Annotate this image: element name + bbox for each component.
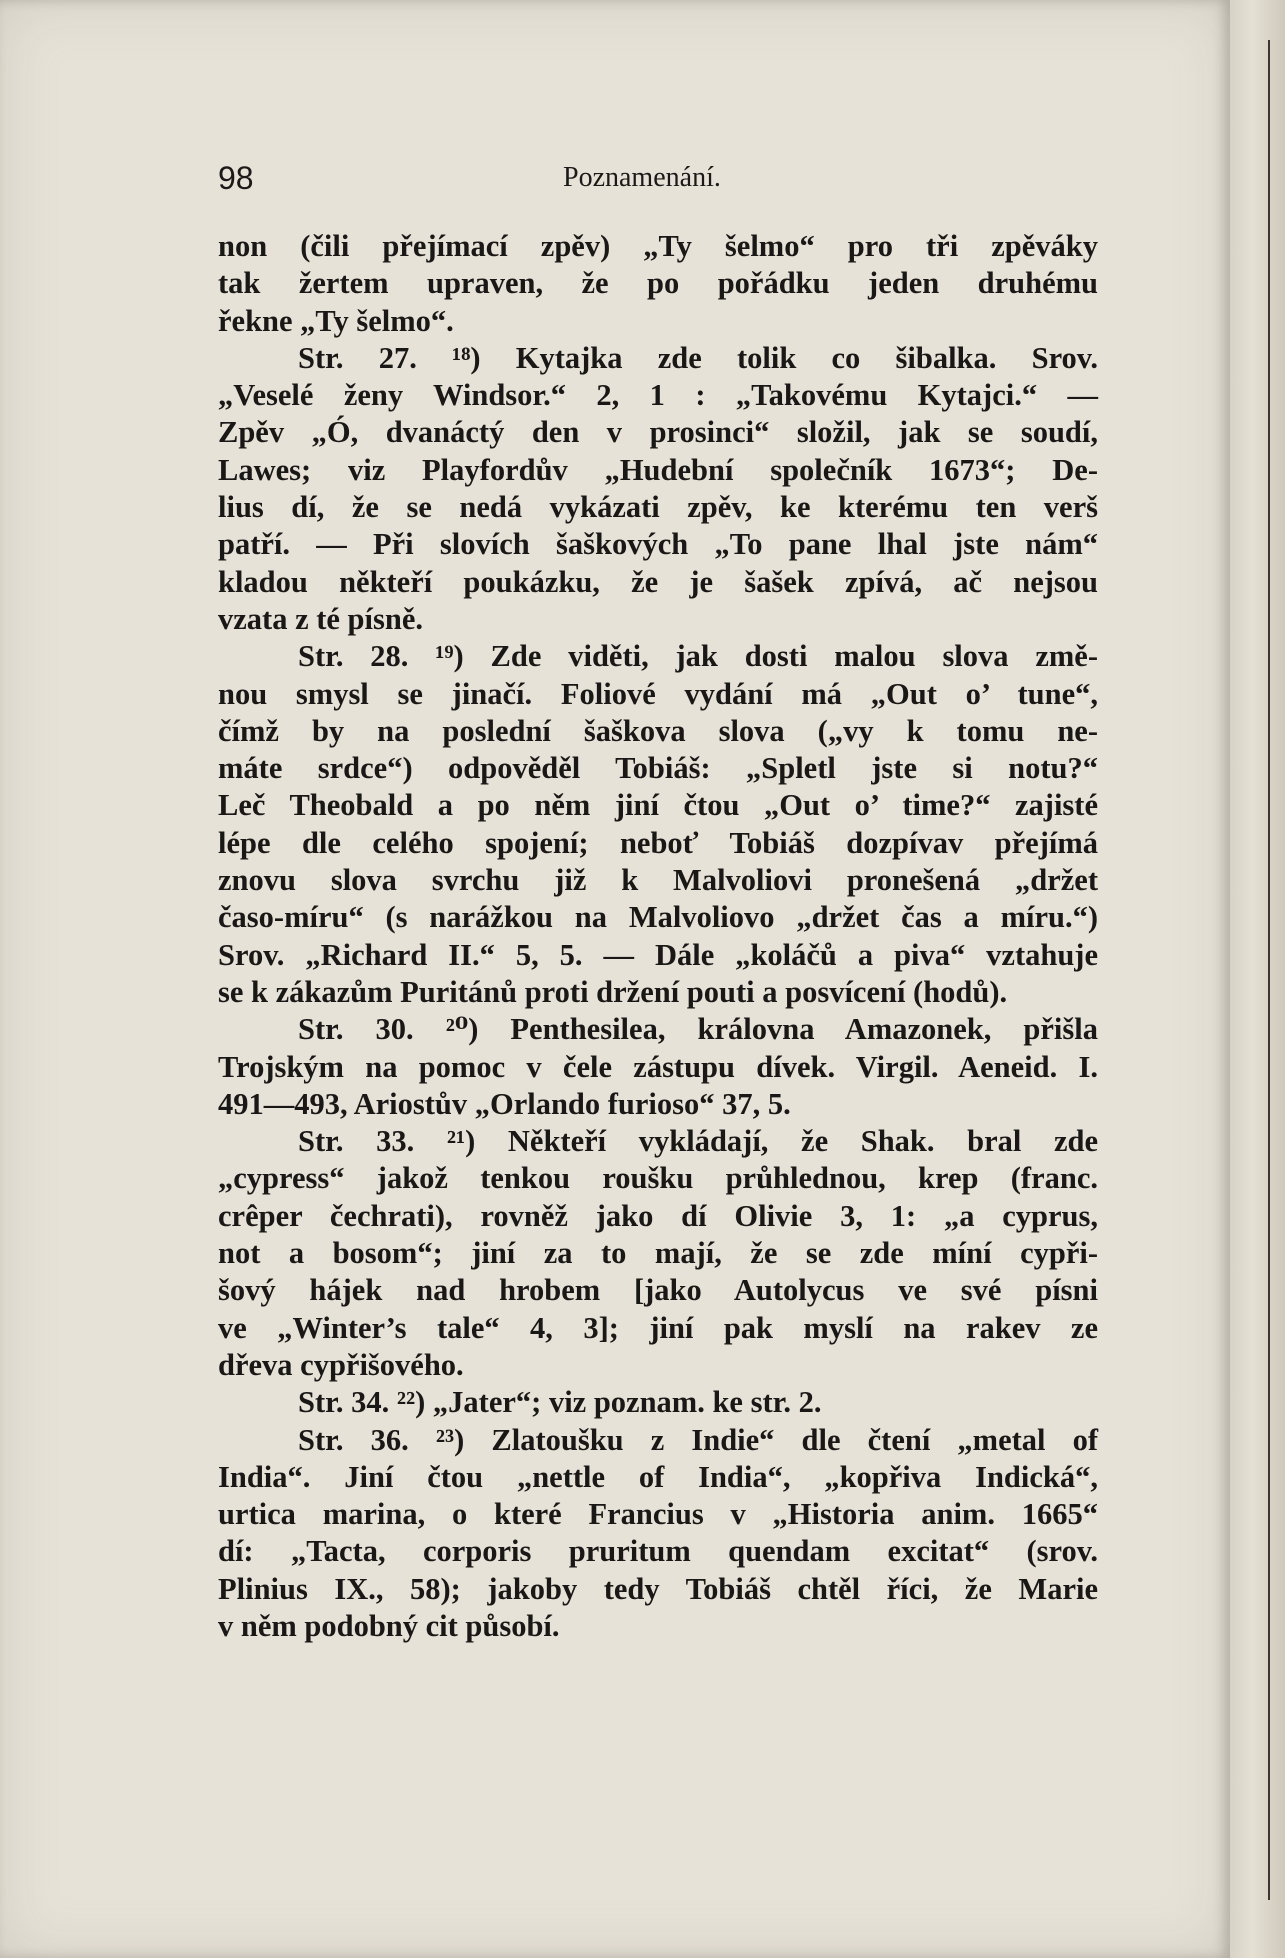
- text-line: kladou někteří poukázku, že je šašek zpívá, ač nejsou: [218, 564, 1098, 599]
- text-line: Zpěv „Ó, dvanáctý den v prosinci“ složil, jak se soudí,: [218, 415, 1098, 450]
- text-line: Str. 36. ²³) Zlatoušku z Indie“ dle čtení „metal of: [298, 1422, 1098, 1457]
- text-line: dí: „Tacta, corporis pruritum quendam excitat“ (srov.: [218, 1534, 1098, 1569]
- text-line: Str. 27. ¹⁸) Kytajka zde tolik co šibalka. Srov.: [298, 340, 1098, 375]
- text-line: řekne „Ty šelmo“.: [218, 303, 454, 338]
- text-line: šový hájek nad hrobem [jako Autolycus ve své písni: [218, 1273, 1098, 1308]
- text-line: lépe dle celého spojení; neboť Tobiáš dozpívav přejímá: [218, 825, 1098, 860]
- text-line: Plinius IX., 58); jakoby tedy Tobiáš chtěl říci, že Marie: [218, 1571, 1098, 1606]
- page-header: [218, 160, 1118, 200]
- text-line: patří. — Při slovích šaškových „To pane lhal jste nám“: [218, 527, 1098, 562]
- page-edge-line: [1268, 40, 1270, 1900]
- text-line: máte srdce“) odpověděl Tobiáš: „Spletl jste si notu?“: [218, 751, 1098, 786]
- text-line: Leč Theobald a po něm jiní čtou „Out o’ time?“ zajisté: [218, 788, 1098, 823]
- text-line: 491—493, Ariostův „Orlando furioso“ 37, 5.: [218, 1086, 791, 1121]
- text-line: India“. Jiní čtou „nettle of India“, „kopřiva Indická“,: [218, 1459, 1098, 1494]
- text-line: nou smysl se jinačí. Foliové vydání má „Out o’ tune“,: [218, 676, 1098, 711]
- text-line: Trojským na pomoc v čele zástupu dívek. Virgil. Aeneid. I.: [218, 1049, 1098, 1084]
- notes-body: [218, 228, 1098, 1645]
- text-line: Str. 30. ²⁰) Penthesilea, královna Amazonek, přišla: [298, 1012, 1098, 1047]
- text-line: non (čili přejímací zpěv) „Ty šelmo“ pro tři zpěváky: [218, 229, 1098, 263]
- text-line: Str. 34. ²²) „Jater“; viz poznam. ke str. 2.: [298, 1385, 822, 1420]
- running-title: Poznamenání.: [563, 162, 721, 193]
- text-line: Str. 33. ²¹) Někteří vykládají, že Shak. bral zde: [298, 1124, 1098, 1159]
- text-line: Lawes; viz Playfordův „Hudební společník 1673“; De-: [218, 452, 1098, 487]
- text-line: Srov. „Richard II.“ 5, 5. — Dále „koláčů a piva“ vztahuje: [218, 937, 1098, 972]
- text-line: se k zákazům Puritánů proti držení pouti a posvícení (hodů).: [218, 974, 1008, 1009]
- text-line: ve „Winter’s tale“ 4, 3]; jiní pak myslí na rakev ze: [218, 1310, 1098, 1345]
- text-line: čímž by na poslední šaškova slova („vy k tomu ne-: [218, 713, 1098, 748]
- text-line: znovu slova svrchu již k Malvoliovi pronešená „držet: [218, 863, 1098, 898]
- text-line: „Veselé ženy Windsor.“ 2, 1 : „Takovému Kytajci.“ —: [218, 378, 1098, 413]
- text-line: dřeva cypřišového.: [218, 1347, 464, 1382]
- text-line: vzata z té písně.: [218, 601, 423, 636]
- text-line: Str. 28. ¹⁹) Zde viděti, jak dosti malou slova změ-: [298, 639, 1098, 674]
- page-edge-strip: [1230, 0, 1285, 1958]
- text-line: „cypress“ jakož tenkou roušku průhlednou, krep (franc.: [218, 1161, 1098, 1196]
- text-line: tak žertem upraven, že po pořádku jeden druhému: [218, 266, 1098, 301]
- text-line: v něm podobný cit působí.: [218, 1608, 560, 1643]
- text-line: urtica marina, o které Francius v „Historia anim. 1665“: [218, 1497, 1098, 1532]
- text-line: lius dí, že se nedá vykázati zpěv, ke kterému ten verš: [218, 490, 1098, 525]
- text-line: časo-míru“ (s narážkou na Malvoliovo „držet čas a míru.“): [218, 900, 1098, 935]
- page-number: 98: [218, 160, 254, 196]
- text-line: not a bosom“; jiní za to mají, že se zde míní cypři-: [218, 1236, 1098, 1271]
- text-line: crêper čechrati), rovněž jako dí Olivie 3, 1: „a cyprus,: [218, 1198, 1098, 1233]
